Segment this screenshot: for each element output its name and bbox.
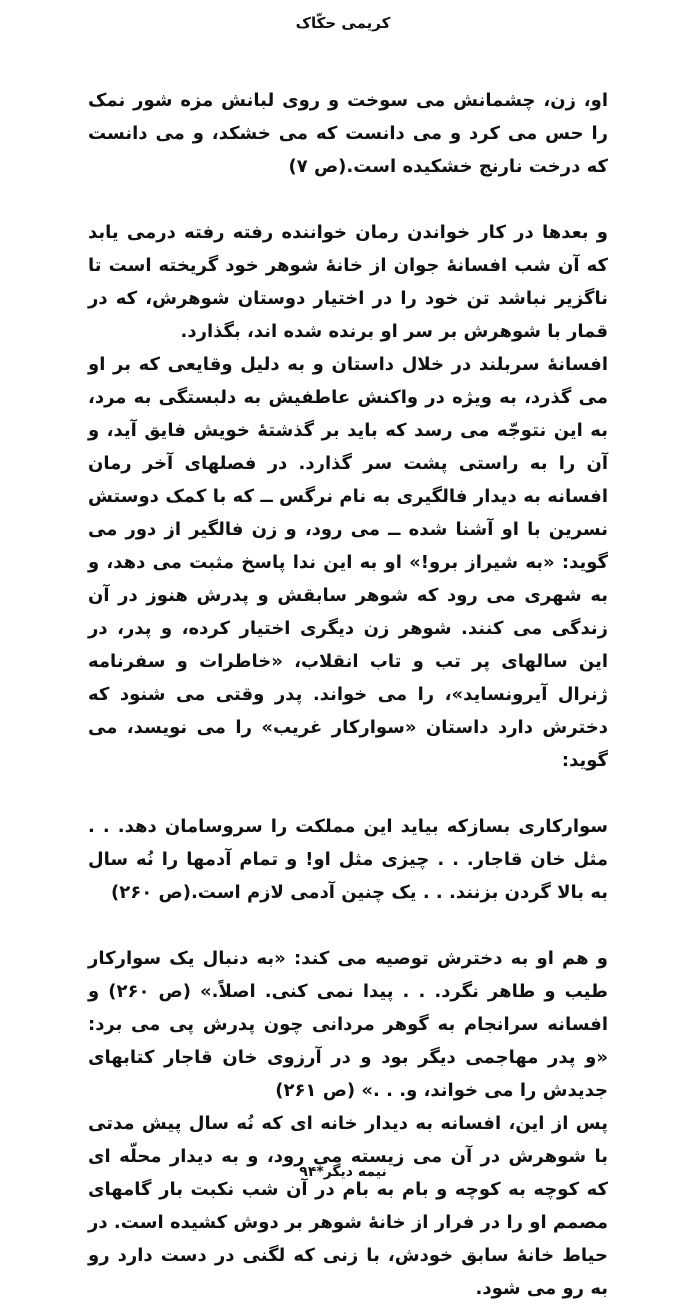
running-header: کریمی حکّاک — [295, 14, 391, 32]
block-quote: سوارکاری بسازکه بیاید این مملکت را سروسامان دهد. . . مثل خان قاجار. . . چیزی مثل او! و تمام آدمها را نُه سال به بالا گردن بزنند. . . یک چنین آدمی لازم است.(ص ۲۶۰) — [88, 816, 608, 903]
paragraph: و بعدها در کار خواندن رمان خواننده رفته رفته درمی یابد که آن شب افسانهٔ جوان از خانهٔ شوهر خود گریخته است تا ناگزیر نباشد تن خود را در اختیار دوستان شوهرش، که در قمار با شوهرش بر سر او برنده شده اند، بگذارد. — [88, 222, 608, 342]
paragraph: افسانهٔ سربلند در خلال داستان و به دلیل وقایعی که بر او می گذرد، به ویژه در واکنش عاطفیش به دلبستگی به مرد، به این نتوجّه می رسد که باید بر گذشتهٔ خویش فایق آید، و آن را به راستی پشت سر گذارد. در فصلهای آخر رمان افسانه به دیدار فالگیری به نام نرگس ــ که با کمک دوستش نسرین با او آشنا شده ــ می رود، و زن فالگیر از دور می گوید: «به شیراز برو!» او به این ندا پاسخ مثبت می دهد، و به شهری می رود که شوهر سابقش و پدرش هنوز در آن زندگی می کنند. شوهر زن دیگری اختیار کرده، و پدر، در این سالهای پر تب و تاب انقلاب، «خاطرات و سفرنامه ژنرال آیرونساید»، را می خواند. پدر وقتی می شنود که دخترش دارد داستان «سوارکار غریب» را می نویسد، می گوید: — [88, 354, 608, 771]
paragraph: او، زن، چشمانش می سوخت و روی لبانش مزه شور نمک را حس می کرد و می دانست که می خشکد، و می دانست که درخت نارنج خشکیده است.(ص ۷) — [88, 90, 608, 177]
paragraph: پس از این، افسانه به دیدار خانه ای که نُه سال پیش مدتی با شوهرش در آن می زیسته می رود، و به دیدار محلّه ای که کوچه به کوچه و بام به بام در آن شب نکبت بار گامهای مصمم او را در فرار از خانهٔ شوهر بر دوش کشیده است. در حیاط خانهٔ سابق خودش، با زنی که لگنی در دست دارد رو به رو می شود. — [88, 1113, 608, 1299]
page-footer: نیمه دیگر*۹۴ — [299, 1164, 387, 1180]
paragraph: و هم او به دخترش توصیه می کند: «به دنبال یک سوارکار طیب و طاهر نگرد. . . پیدا نمی کنی. اصلاً.» (ص ۲۶۰) و افسانه سرانجام به گوهر مردانی چون پدرش پی می برد: «و پدر مهاجمی دیگر بود و در آرزوی خان قاجار کتابهای جدیدش را می خواند، و. . .» (ص ۲۶۱) — [88, 948, 608, 1101]
article-body — [88, 84, 608, 1305]
